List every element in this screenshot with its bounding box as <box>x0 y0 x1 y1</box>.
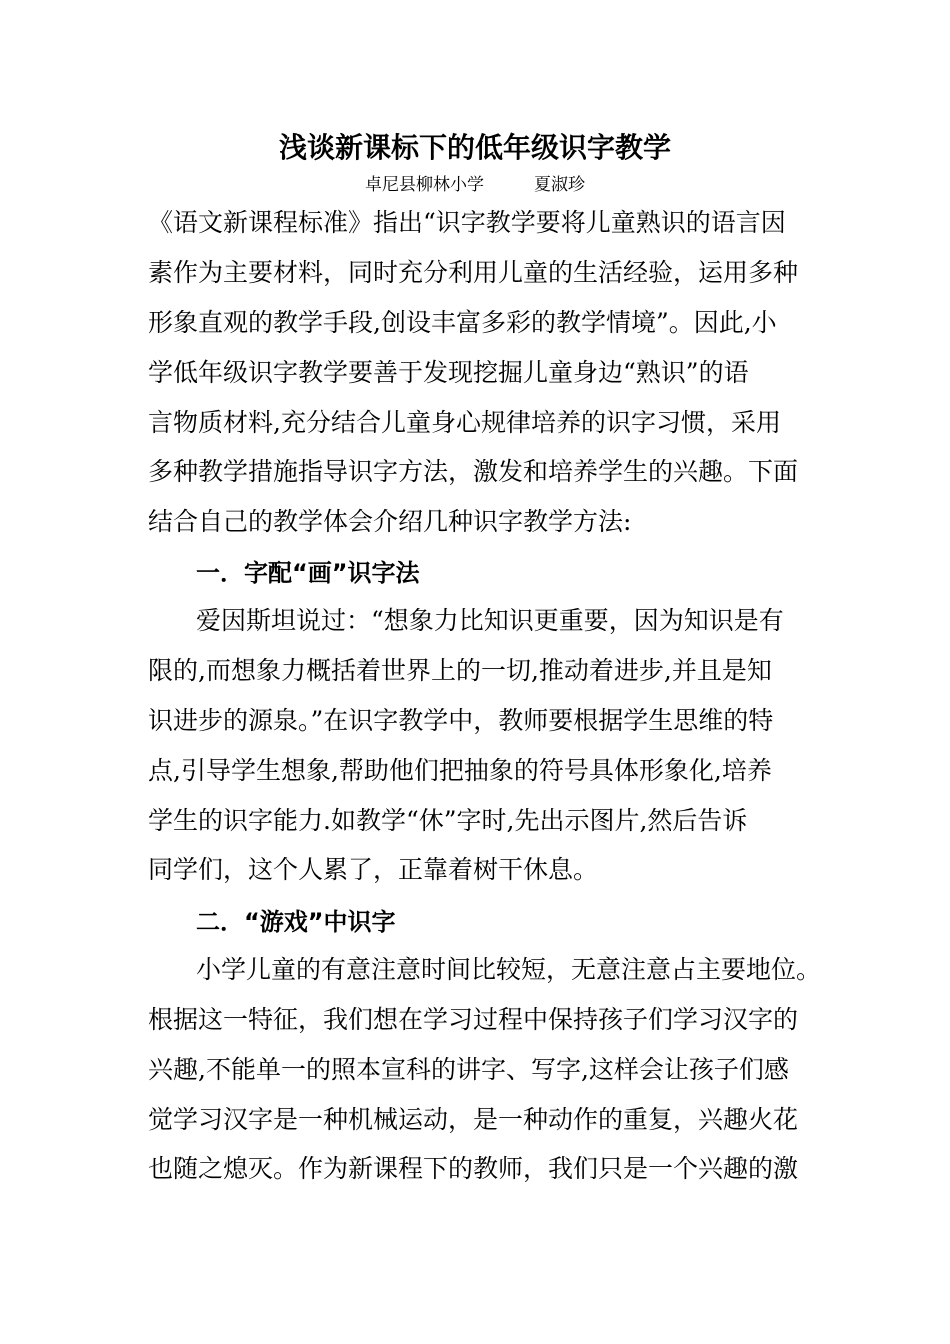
body-line: 结合自己的教学体会介绍几种识字教学方法: <box>148 507 632 536</box>
body-line: 小学儿童的有意注意时间比较短，无意注意占主要地位。 <box>196 955 822 984</box>
body-line: 形象直观的教学手段,创设丰富多彩的教学情境”。因此,小 <box>148 308 777 337</box>
page-title: 浅谈新课标下的低年级识字教学 <box>278 131 671 164</box>
byline <box>0 172 950 198</box>
body-line: 也随之熄灭。作为新课程下的教师，我们只是一个兴趣的激 <box>148 1154 799 1183</box>
body-line: 觉学习汉字是一种机械运动，是一种动作的重复，兴趣火花 <box>148 1105 799 1134</box>
body-line: 根据这一特征，我们想在学习过程中保持孩子们学习汉字的 <box>148 1005 799 1034</box>
byline-school: 卓尼县柳林小学 <box>365 175 484 195</box>
byline-author: 夏淑珍 <box>534 175 585 195</box>
body-line: 学低年级识字教学要善于发现挖掘儿童身边“熟识”的语 <box>148 358 749 387</box>
body-line: 《语文新课程标准》指出“识字教学要将儿童熟识的语言因 <box>148 208 786 237</box>
section-heading: 一．字配“画”识字法 <box>196 559 420 587</box>
body-line: 识进步的源泉。”在识字教学中，教师要根据学生思维的特 <box>148 706 774 735</box>
body-line: 爱因斯坦说过：“想象力比知识更重要，因为知识是有 <box>196 606 784 635</box>
body-line: 限的,而想象力概括着世界上的一切,推动着进步,并且是知 <box>148 656 772 685</box>
section-heading: 二．“游戏”中识字 <box>196 908 396 936</box>
body-line: 同学们，这个人累了，正靠着树干休息。 <box>148 855 599 884</box>
body-line: 多种教学措施指导识字方法，激发和培养学生的兴趣。下面 <box>148 457 799 486</box>
body-line: 兴趣,不能单一的照本宣科的讲字、写字,这样会让孩子们感 <box>148 1055 789 1084</box>
body-line: 言物质材料,充分结合儿童身心规律培养的识字习惯，采用 <box>148 408 781 437</box>
body-line: 学生的识字能力.如教学“休”字时,先出示图片,然后告诉 <box>148 806 748 835</box>
body-line: 素作为主要材料，同时充分利用儿童的生活经验，运用多种 <box>148 258 799 287</box>
body-line: 点,引导学生想象,帮助他们把抽象的符号具体形象化,培养 <box>148 756 772 785</box>
